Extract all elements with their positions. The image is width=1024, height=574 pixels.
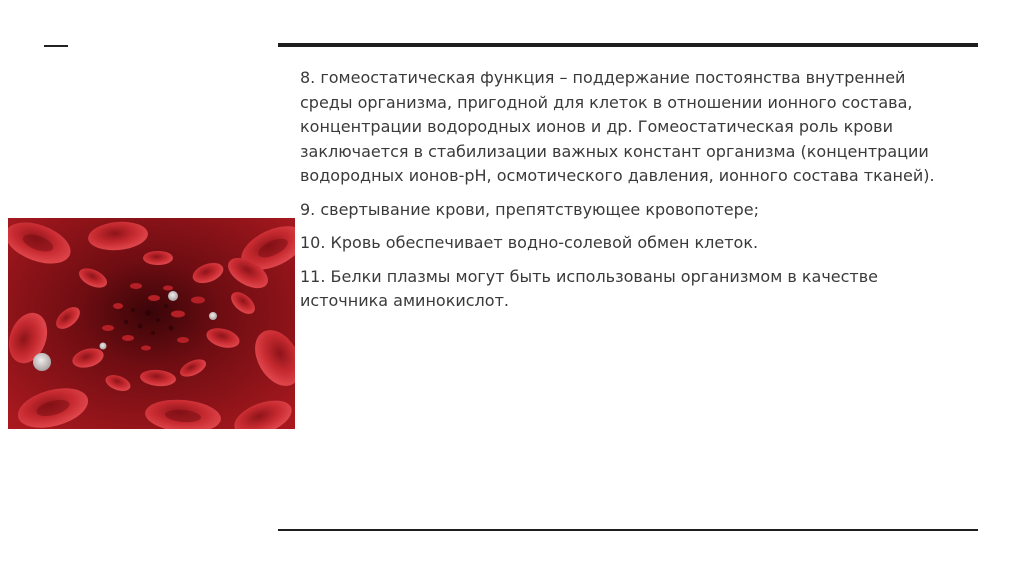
body-text <box>300 66 950 323</box>
paragraph-water-salt-exchange: 10. Кровь обеспечивает водно-солевой обмен клеток. <box>300 233 759 252</box>
bottom-rule <box>278 529 978 531</box>
blood-cells-illustration <box>8 218 295 429</box>
paragraph-plasma-proteins: 11. Белки плазмы могут быть использованы организмом в качестве источника аминокислот. <box>300 266 879 310</box>
corner-dash <box>44 45 68 47</box>
top-rule <box>278 43 978 47</box>
paragraph-blood-clotting: 9. свертывание крови, препятствующее кровопотере; <box>300 199 759 219</box>
blood-cells-image <box>8 218 295 429</box>
paragraph-homeostatic-function: 8. гомеостатическая функция – поддержание постоянства внутренней среды организма, пригодной для клеток в отношении ионного состава, концентрации водородных ионов и др. Гомеостатическая роль крови заключается в стабилизации важных констант организма (концентрации водородных ионов-pH, осмотического давления, ионного состава тканей). <box>300 68 935 185</box>
